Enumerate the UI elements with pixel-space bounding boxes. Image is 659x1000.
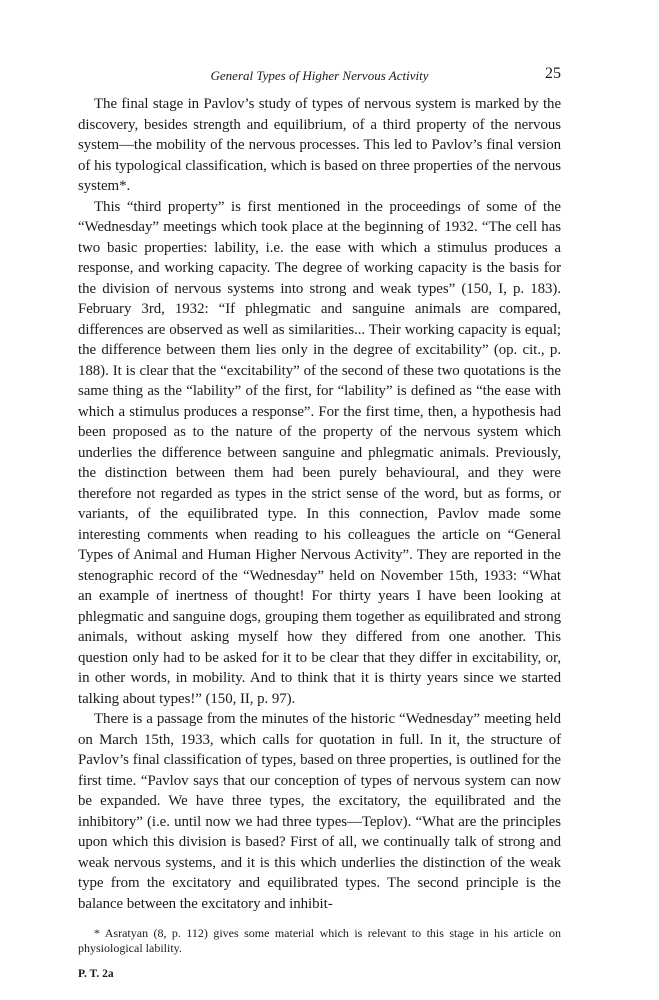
body-text bbox=[78, 94, 561, 914]
signature-mark: P. T. 2a bbox=[78, 968, 114, 980]
page-number: 25 bbox=[545, 65, 561, 82]
running-title: General Types of Higher Nervous Activity bbox=[210, 68, 429, 83]
paragraph: The final stage in Pavlov’s study of types of nervous system is marked by the discovery, besides strength and equilibrium, of a third property of the nervous system—the mobility of the nervous processes. This led to Pavlov’s final version of his typological classification, which is based on three properties of the nervous system*. bbox=[78, 96, 561, 194]
running-head bbox=[78, 65, 561, 94]
paragraph: There is a passage from the minutes of the historic “Wednesday” meeting held on March 15th, 1933, which calls for quotation in full. In it, the structure of Pavlov’s final classification of types, based on three properties, is outlined for the first time. “Pavlov says that our conception of types of nervous system can now be expanded. We have three types, the excitatory, the equilibrated and the inhibitory” (i.e. until now we had three types—Teplov). “What are the principles upon which this division is based? First of all, we continually talk of strong and weak nervous systems, and it is this which underlies the distinction of the weak type from the excitatory and equilibrated types. The second principle is the balance between the excitatory and inhibit- bbox=[78, 711, 561, 912]
paragraph: This “third property” is first mentioned in the proceedings of some of the “Wednesday” meetings which took place at the beginning of 1932. “The cell has two basic properties: lability, i.e. the ease with which a stimulus produces a response, and working capacity. The degree of working capacity is the basis for the division of nervous systems into strong and weak types” (150, I, p. 183). February 3rd, 1932: “If phlegmatic and sanguine animals are compared, differences are observed as well as similarities... Their working capacity is equal; the difference between them lies only in the degree of excitability” (op. cit., p. 188). It is clear that the “excitability” of the second of these two quotations is the same thing as the “lability” of the first, for “lability” is defined as “the ease with which a stimulus produces a response”. For the first time, then, a hypothesis had been proposed as to the nature of the property of the nervous system which underlies the difference between sanguine and phlegmatic animals. Previously, the distinction between them had been purely behavioural, and they were therefore not regarded as types in the strict sense of the word, but as forms, or variants, of the equilibrated type. In this connection, Pavlov made some interesting comments when reading to his colleagues the article on “General Types of Animal and Human Higher Nervous Activity”. They are reported in the stenographic record of the “Wednesday” held on November 15th, 1933: “What an example of inertness of thought! For thirty years I have been looking at phlegmatic and sanguine dogs, grouping them together as equilibrated and strong animals, without asking myself how they differed from one another. This question only had to be asked for it to be clear that they differ in excitability, or, in other words, in mobility. And to think that it is thirty years since we started talking about types!” (150, II, p. 97). bbox=[78, 198, 561, 707]
footnote: * Asratyan (8, p. 112) gives some material which is relevant to this stage in his article on physiological lability. bbox=[78, 926, 561, 955]
page bbox=[78, 65, 561, 980]
